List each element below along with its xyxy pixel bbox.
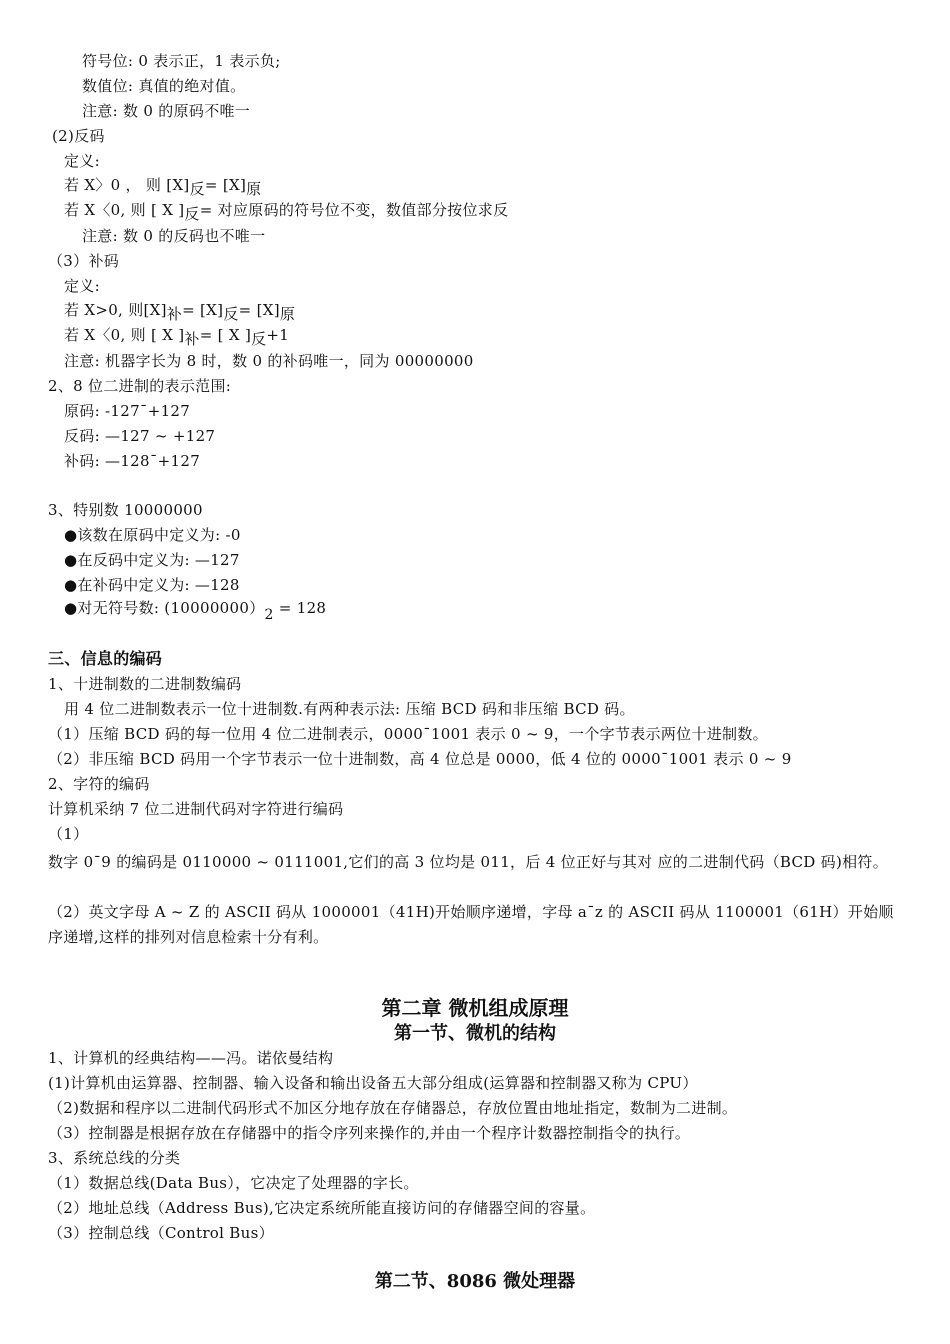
- char-intro: 计算机采纳 7 位二进制代码对字符进行编码: [48, 800, 344, 818]
- twos-negative-mid: = [ X ]: [199, 326, 252, 344]
- bcd-unpacked: （2）非压缩 BCD 码用一个字节表示一位十进制数，高 4 位总是 0000，低 4 位的 0000¯1001 表示 0 ~ 9: [48, 750, 792, 768]
- arch-heading: 1、计算机的经典结构——冯。诺依曼结构: [48, 1049, 334, 1067]
- ones-positive-rule: [64, 176, 262, 198]
- range-ones: 反码: —127 ~ +127: [64, 427, 216, 445]
- special-unsigned-sub: 2: [264, 607, 274, 623]
- twos-negative-prefix: 若 X〈0, 则 [ X ]: [64, 326, 185, 344]
- char-2-text: （2）英文字母 A ~ Z 的 ASCII 码从 1000001（41H)开始顺序递增，字母 a¯z 的 ASCII 码从 1100001（61H）开始顺序递增,这样的排列对信息检索十分有利。: [48, 903, 894, 946]
- twos-positive-sub2: 反: [223, 305, 239, 323]
- twos-positive-prefix: 若 X>0, 则[X]: [64, 301, 167, 319]
- twos-negative-sub1: 补: [184, 330, 200, 348]
- special-item: ●在反码中定义为: —127: [64, 551, 240, 569]
- arch-item-1: (1)计算机由运算器、控制器、输入设备和输出设备五大部分组成(运算器和控制器又称为 CPU）: [48, 1074, 698, 1092]
- bus-item-2: （2）地址总线（Address Bus),它决定系统所能直接访问的存储器空间的容量。: [48, 1199, 596, 1217]
- ones-definition-label: 定义:: [64, 152, 100, 170]
- twos-positive-mid: = [X]: [182, 301, 224, 319]
- range-twos: 补码: —128¯+127: [64, 452, 201, 470]
- ones-negative-rest: = 对应原码的符号位不变，数值部分按位求反: [199, 201, 509, 219]
- range-heading: 2、8 位二进制的表示范围:: [48, 377, 232, 395]
- twos-negative-end: +1: [266, 326, 290, 344]
- twos-positive-sub3: 原: [279, 305, 296, 323]
- chapter-title: 第二章 微机组成原理: [381, 996, 569, 1020]
- twos-negative-sub2: 反: [251, 330, 267, 348]
- twos-positive-sub1: 补: [166, 305, 183, 323]
- arch-item-2: （2)数据和程序以二进制代码形式不加区分地存放在存储器总，存放位置由地址指定，数制为二进制。: [48, 1099, 738, 1117]
- special-heading: 3、特别数 10000000: [48, 501, 203, 519]
- char-heading: 2、字符的编码: [48, 775, 150, 793]
- bcd-intro: 用 4 位二进制数表示一位十进制数.有两种表示法: 压缩 BCD 码和非压缩 BCD 码。: [64, 700, 635, 718]
- section1-title: 第一节、微机的结构: [394, 1023, 556, 1044]
- twos-note-line: 注意: 机器字长为 8 时，数 0 的补码唯一，同为 00000000: [64, 352, 474, 370]
- encoding-heading: 三、信息的编码: [48, 649, 163, 668]
- special-unsigned-prefix: ●对无符号数: (10000000）: [64, 599, 265, 617]
- ones-positive-prefix: 若 X〉0 ， 则 [X]: [64, 176, 190, 194]
- char-1-text: 数字 0¯9 的编码是 0110000 ~ 0111001,它们的高 3 位均是 011，后 4 位正好与其对 应的二进制代码（BCD 码)相符。: [48, 853, 889, 871]
- bus-heading: 3、系统总线的分类: [48, 1149, 181, 1167]
- twos-definition-label: 定义:: [64, 277, 100, 295]
- twos-positive-mid2: = [X]: [238, 301, 280, 319]
- original-note-line: 注意: 数 0 的原码不唯一: [82, 102, 251, 120]
- ones-positive-eq: = [X]: [204, 176, 247, 194]
- sign-bit-line: 符号位: 0 表示正，1 表示负;: [82, 52, 281, 70]
- section2-title: 第二节、8086 微处理器: [374, 1271, 576, 1292]
- value-bits-line: 数值位: 真值的绝对值。: [82, 77, 246, 95]
- arch-item-3: （3）控制器是根据存放在存储器中的指令序列来操作的,并由一个程序计数器控制指令的执行。: [48, 1124, 691, 1142]
- ones-negative-sub: 反: [184, 205, 200, 223]
- ones-note-line: 注意: 数 0 的反码也不唯一: [82, 227, 266, 245]
- special-unsigned-end: = 128: [273, 599, 327, 617]
- bus-item-3: （3）控制总线（Control Bus）: [48, 1224, 274, 1242]
- bus-item-1: （1）数据总线(Data Bus），它决定了处理器的字长。: [48, 1174, 419, 1192]
- ones-complement-heading: (2)反码: [52, 127, 105, 145]
- special-unsigned: [64, 599, 327, 623]
- twos-negative-rule: [64, 326, 290, 348]
- ones-negative-prefix: 若 X〈0, 则 [ X ]: [64, 201, 185, 219]
- twos-positive-rule: [64, 301, 296, 323]
- special-item: ●在补码中定义为: —128: [64, 576, 240, 594]
- ones-negative-rule: [64, 201, 509, 223]
- ones-positive-sub: 反: [189, 180, 205, 198]
- bcd-heading: 1、十进制数的二进制数编码: [48, 675, 242, 693]
- char-1-label: （1）: [48, 825, 89, 843]
- ones-positive-end: 原: [246, 180, 262, 198]
- twos-complement-heading: （3）补码: [48, 252, 120, 270]
- range-original: 原码: -127¯+127: [64, 402, 191, 420]
- special-item: ●该数在原码中定义为: -0: [64, 526, 241, 544]
- bcd-packed: （1）压缩 BCD 码的每一位用 4 位二进制表示，0000¯1001 表示 0 ~ 9，一个字节表示两位十进制数。: [48, 725, 768, 743]
